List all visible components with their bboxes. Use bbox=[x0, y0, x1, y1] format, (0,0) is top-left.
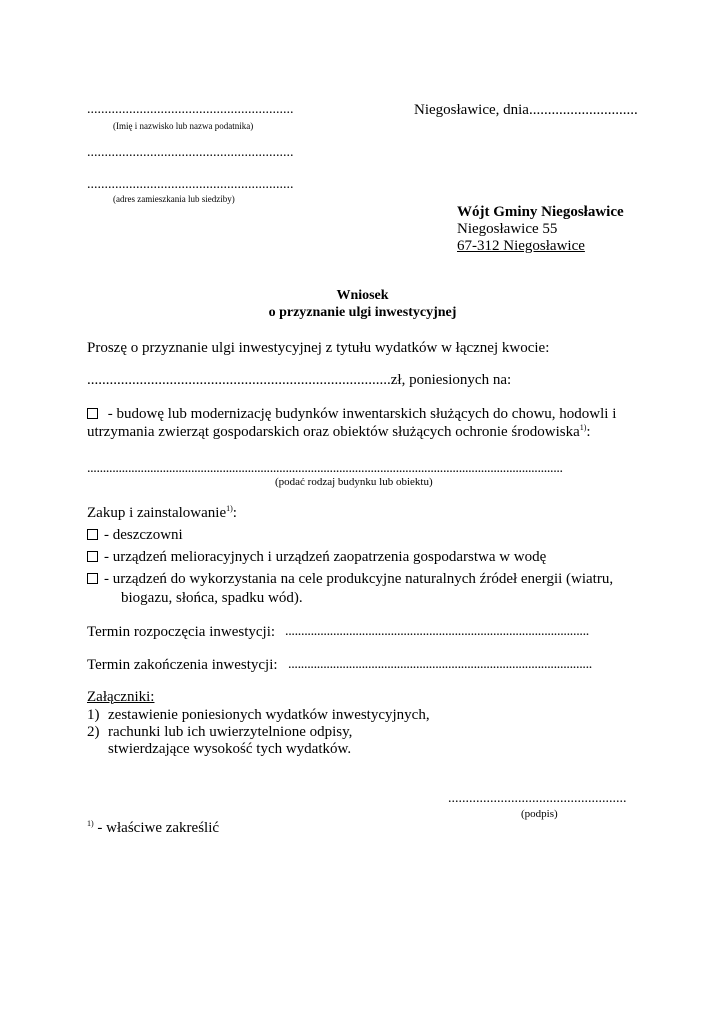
recipient-postal: 67-312 Niegosławice bbox=[457, 238, 585, 254]
purchase-footnote-ref: 1) bbox=[226, 504, 233, 513]
address-caption: (adres zamieszkania lub siedziby) bbox=[113, 194, 235, 204]
footnote-marker: 1) bbox=[87, 819, 94, 828]
amount-line: .................................................................................zł, poniesionych na: bbox=[87, 372, 512, 388]
attachment-2-cont: stwierdzające wysokość tych wydatków. bbox=[108, 741, 352, 757]
attachment-1-num: 1) bbox=[87, 707, 100, 723]
start-date-dots: ............................................................................................... bbox=[285, 624, 590, 639]
purchase-colon: : bbox=[232, 505, 237, 521]
recipient-address: Niegosławice 55 bbox=[457, 221, 558, 237]
option-building bbox=[87, 406, 616, 423]
attachment-2: rachunki lub ich uwierzytelnione odpisy, bbox=[108, 724, 353, 740]
address-line-1-dots: ........................................................... bbox=[87, 145, 294, 160]
purchase-item-irrigation bbox=[87, 527, 183, 544]
end-date-dots: ............................................................................................... bbox=[288, 657, 593, 672]
document-subtitle: o przyznanie ulgi inwestycyjnej bbox=[268, 305, 457, 320]
purchase-item-energy-cont: biogazu, słońca, spadku wód). bbox=[121, 590, 303, 606]
option-building-colon: : bbox=[586, 424, 591, 440]
option-building-text-2: utrzymania zwierząt gospodarskich oraz obiektów służących ochronie środowiska bbox=[87, 424, 580, 440]
purchase-heading bbox=[87, 505, 237, 522]
place-date: Niegosławice, dnia............................. bbox=[414, 102, 638, 118]
purchase-item-melioration bbox=[87, 549, 546, 566]
option-building-cont bbox=[87, 424, 591, 441]
building-type-dots: ....................................................................................................................................................... bbox=[87, 461, 563, 476]
attachments-heading: Załączniki: bbox=[87, 689, 155, 705]
footnote bbox=[87, 820, 219, 837]
checkbox-energy[interactable] bbox=[87, 573, 98, 584]
start-date-label: Termin rozpoczęcia inwestycji: bbox=[87, 624, 276, 640]
footnote-ref: 1) bbox=[579, 423, 587, 432]
attachment-2-num: 2) bbox=[87, 724, 100, 740]
name-caption: (Imię i nazwisko lub nazwa podatnika) bbox=[113, 121, 254, 131]
purchase-item-energy bbox=[87, 571, 613, 588]
purchase-item-text: - urządzeń melioracyjnych i urządzeń zaopatrzenia gospodarstwa w wodę bbox=[104, 549, 547, 565]
attachment-1: zestawienie poniesionych wydatków inwestycyjnych, bbox=[108, 707, 430, 723]
end-date-label: Termin zakończenia inwestycji: bbox=[87, 657, 278, 673]
checkbox-irrigation[interactable] bbox=[87, 529, 98, 540]
request-text: Proszę o przyznanie ulgi inwestycyjnej z tytułu wydatków w łącznej kwocie: bbox=[87, 340, 550, 356]
purchase-item-text: - deszczowni bbox=[104, 527, 183, 543]
checkbox-building[interactable] bbox=[87, 408, 98, 419]
option-building-text: - budowę lub modernizację budynków inwentarskich służących do chowu, hodowli i bbox=[104, 406, 617, 422]
checkbox-melioration[interactable] bbox=[87, 551, 98, 562]
footnote-text: - właściwe zakreślić bbox=[93, 820, 220, 836]
signature-dots: ................................................... bbox=[448, 791, 627, 806]
document-title: Wniosek bbox=[336, 288, 389, 303]
signature-caption: (podpis) bbox=[521, 808, 558, 820]
name-field-dots: ........................................................... bbox=[87, 102, 294, 117]
recipient-name: Wójt Gminy Niegosławice bbox=[457, 204, 624, 220]
address-line-2-dots: ........................................................... bbox=[87, 177, 294, 192]
purchase-item-text: - urządzeń do wykorzystania na cele produkcyjne naturalnych źródeł energii (wiatru, bbox=[104, 571, 614, 587]
building-type-caption: (podać rodzaj budynku lub obiektu) bbox=[275, 476, 433, 488]
purchase-label: Zakup i zainstalowanie bbox=[87, 505, 227, 521]
